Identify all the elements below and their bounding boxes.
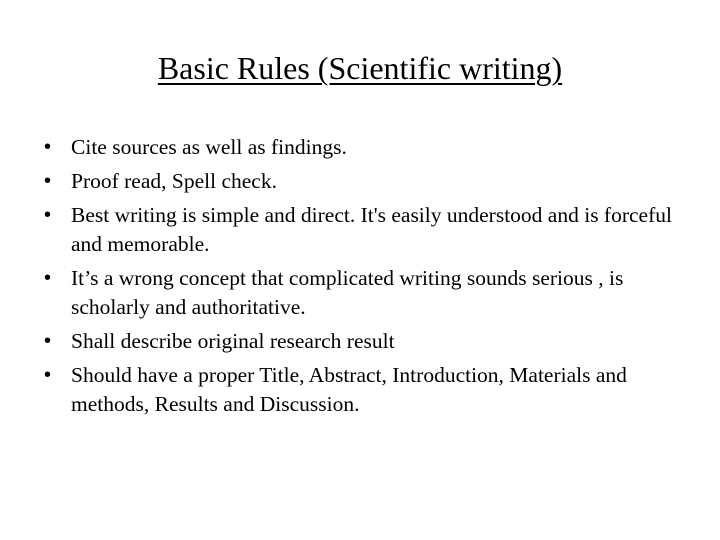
bullet-marker: • [44, 204, 52, 226]
bullet-item [44, 327, 684, 356]
bullet-text: It’s a wrong concept that complicated writing sounds serious , is scholarly and authoritative. [71, 266, 624, 319]
bullet-marker: • [44, 330, 52, 352]
bullet-marker: • [44, 364, 52, 386]
bullet-text: Shall describe original research result [71, 329, 395, 353]
bullet-marker: • [44, 170, 52, 192]
bullet-list [44, 133, 684, 424]
bullet-marker: • [44, 267, 52, 289]
bullet-item [44, 264, 684, 322]
slide-title [0, 48, 720, 88]
bullet-text: Should have a proper Title, Abstract, Introduction, Materials and methods, Results and Discussion. [71, 363, 627, 416]
slide-title-text: Basic Rules (Scientific writing) [157, 50, 563, 86]
bullet-item [44, 201, 684, 259]
bullet-item [44, 361, 684, 419]
bullet-text: Cite sources as well as findings. [71, 135, 347, 159]
bullet-item [44, 133, 684, 162]
bullet-item [44, 167, 684, 196]
bullet-text: Proof read, Spell check. [71, 169, 277, 193]
bullet-text: Best writing is simple and direct. It's easily understood and is forceful and memorable. [71, 203, 672, 256]
bullet-marker: • [44, 136, 52, 158]
